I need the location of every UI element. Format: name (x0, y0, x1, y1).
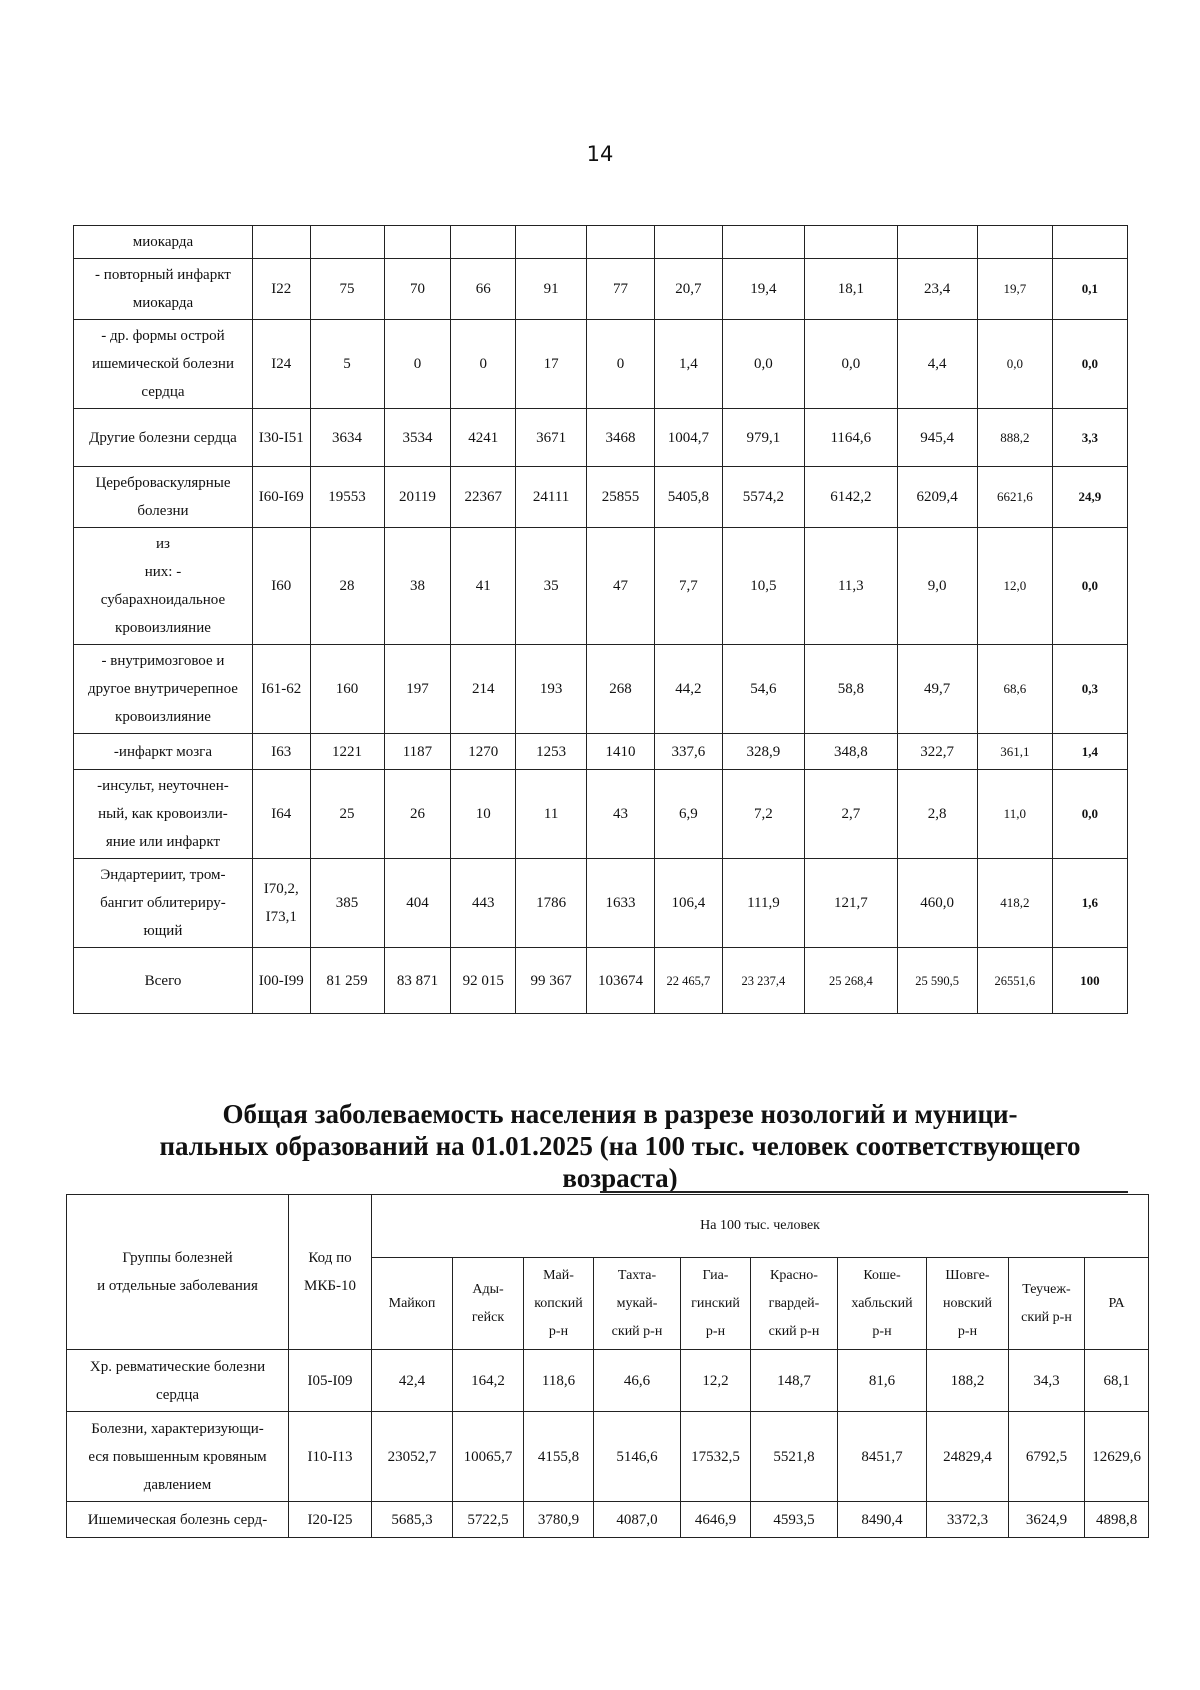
icd-code-cell (252, 226, 310, 259)
value-cell: 17 (516, 320, 587, 409)
value-cell: 121,7 (805, 859, 898, 948)
value-cell: 8451,7 (838, 1412, 927, 1502)
value-cell: 1633 (587, 859, 655, 948)
value-cell (384, 226, 451, 259)
value-cell: 337,6 (654, 734, 722, 770)
value-cell: 10,5 (722, 528, 804, 645)
value-cell: 12629,6 (1085, 1412, 1149, 1502)
icd-code-cell: I64 (252, 770, 310, 859)
cell-line: Теучеж- (1022, 1281, 1071, 1297)
district-header (372, 1258, 453, 1350)
cell-line: гейск (471, 1309, 505, 1325)
cell-line: Всего (144, 972, 182, 989)
value-cell: 348,8 (805, 734, 898, 770)
cell-line: Эндартериит, тром- (100, 867, 226, 883)
cell-line: ный, как кровоизли- (98, 806, 228, 822)
value-cell: 75 (310, 259, 384, 320)
value-cell: 6209,4 (897, 467, 977, 528)
cell-line: ющий (143, 923, 183, 939)
cell-line: - внутримозговое и (101, 653, 225, 669)
icd-code-cell: I70,2, I73,1 (252, 859, 310, 948)
district-header (927, 1258, 1009, 1350)
incidence-table-continued (73, 225, 1128, 1014)
value-cell: 18,1 (805, 259, 898, 320)
district-header (1009, 1258, 1085, 1350)
value-cell: 58,8 (805, 645, 898, 734)
value-cell: 103674 (587, 948, 655, 1014)
cell-line: субарахноидальное (100, 592, 226, 608)
value-cell: 188,2 (927, 1350, 1009, 1412)
value-cell: 19,4 (722, 259, 804, 320)
value-cell: 11,3 (805, 528, 898, 645)
cell-line: Тахта- (617, 1267, 657, 1283)
icd-code-cell: I20-I25 (289, 1502, 372, 1538)
cell-line: миокарда (132, 234, 194, 250)
header-groups-line: Группы болезней (122, 1250, 233, 1266)
value-cell: 24,9 (1052, 467, 1127, 528)
value-cell: 3468 (587, 409, 655, 467)
value-cell (897, 226, 977, 259)
value-cell (977, 226, 1052, 259)
table-row (74, 467, 1128, 528)
value-cell: 44,2 (654, 645, 722, 734)
value-cell: 0,0 (1052, 320, 1127, 409)
value-cell: 1,6 (1052, 859, 1127, 948)
value-cell: 26 (384, 770, 451, 859)
cell-line: миокарда (132, 295, 194, 311)
value-cell: 4593,5 (751, 1502, 838, 1538)
value-cell: 888,2 (977, 409, 1052, 467)
value-cell: 22367 (451, 467, 516, 528)
value-cell: 4,4 (897, 320, 977, 409)
value-cell (451, 226, 516, 259)
value-cell (587, 226, 655, 259)
table-row (67, 1350, 1149, 1412)
value-cell: 0,0 (1052, 770, 1127, 859)
cell-line: Другие болезни сердца (89, 429, 237, 446)
value-cell: 43 (587, 770, 655, 859)
value-cell: 0,1 (1052, 259, 1127, 320)
value-cell: 3,3 (1052, 409, 1127, 467)
value-cell: 945,4 (897, 409, 977, 467)
cell-line: сердца (155, 1386, 200, 1403)
value-cell: 1786 (516, 859, 587, 948)
cell-line: р-н (705, 1323, 726, 1339)
icd-code-cell: I10-I13 (289, 1412, 372, 1502)
value-cell: 68,6 (977, 645, 1052, 734)
value-cell: 1270 (451, 734, 516, 770)
cell-line: ский р-н (768, 1323, 820, 1339)
section-title-line: Общая заболеваемость населения в разрезе нозологий и муници- (222, 1099, 1018, 1129)
value-cell: 6,9 (654, 770, 722, 859)
cell-line: - повторный инфаркт (95, 267, 231, 283)
value-cell: 6792,5 (1009, 1412, 1085, 1502)
cell-line: кровоизлияние (115, 620, 211, 636)
value-cell: 22 465,7 (654, 948, 722, 1014)
cell-line: новский (942, 1295, 993, 1311)
value-cell: 17532,5 (681, 1412, 751, 1502)
value-cell: 1004,7 (654, 409, 722, 467)
value-cell: 3534 (384, 409, 451, 467)
table-row (74, 734, 1128, 770)
value-cell: 118,6 (524, 1350, 594, 1412)
section-title-line: возраста) (562, 1163, 678, 1193)
value-cell: 81 259 (310, 948, 384, 1014)
value-cell: 1410 (587, 734, 655, 770)
disease-name-cell (74, 770, 253, 859)
icd-code-cell: I24 (252, 320, 310, 409)
title-underline (600, 1191, 1128, 1193)
value-cell: 19,7 (977, 259, 1052, 320)
value-cell: 20,7 (654, 259, 722, 320)
table-row (74, 859, 1128, 948)
value-cell: 25 590,5 (897, 948, 977, 1014)
value-cell: 54,6 (722, 645, 804, 734)
cell-line: них: - (144, 564, 182, 580)
cell-line: Хр. ревматические болезни (89, 1358, 266, 1375)
value-cell: 3624,9 (1009, 1502, 1085, 1538)
value-cell: 5574,2 (722, 467, 804, 528)
disease-name-cell (67, 1350, 289, 1412)
value-cell: 70 (384, 259, 451, 320)
cell-line: болезни (137, 503, 189, 519)
cell-line: из (155, 536, 170, 552)
disease-name-cell (74, 859, 253, 948)
value-cell: 5 (310, 320, 384, 409)
value-cell: 322,7 (897, 734, 977, 770)
cell-line: Коше- (863, 1267, 901, 1283)
cell-line: бангит облитериру- (100, 895, 226, 911)
value-cell (722, 226, 804, 259)
value-cell: 443 (451, 859, 516, 948)
disease-name-cell (74, 259, 253, 320)
table-row (67, 1502, 1149, 1538)
header-groups-line: и отдельные заболевания (97, 1278, 258, 1294)
cell-line: гвардей- (768, 1295, 820, 1311)
value-cell (310, 226, 384, 259)
value-cell: 4155,8 (524, 1412, 594, 1502)
value-cell: 41 (451, 528, 516, 645)
table-row (74, 320, 1128, 409)
value-cell: 404 (384, 859, 451, 948)
value-cell: 3780,9 (524, 1502, 594, 1538)
disease-name-cell (74, 320, 253, 409)
value-cell: 0 (384, 320, 451, 409)
table-row (74, 226, 1128, 259)
disease-name-cell (74, 645, 253, 734)
table-header-row (67, 1195, 1149, 1258)
icd-code-cell: I22 (252, 259, 310, 320)
table-row (74, 948, 1128, 1014)
value-cell: 11,0 (977, 770, 1052, 859)
value-cell: 24111 (516, 467, 587, 528)
value-cell: 28 (310, 528, 384, 645)
section-title (120, 1098, 1120, 1194)
value-cell (654, 226, 722, 259)
cell-line: еся повышенным кровяным (88, 1448, 267, 1465)
value-cell: 35 (516, 528, 587, 645)
value-cell: 106,4 (654, 859, 722, 948)
value-cell: 1221 (310, 734, 384, 770)
cell-line: р-н (548, 1323, 569, 1339)
header-code-line: Код по (308, 1250, 352, 1266)
value-cell: 77 (587, 259, 655, 320)
district-header (594, 1258, 681, 1350)
value-cell: 1,4 (1052, 734, 1127, 770)
value-cell: 100 (1052, 948, 1127, 1014)
value-cell: 19553 (310, 467, 384, 528)
section-title-line: пальных образований на 01.01.2025 (на 100 тыс. человек соответствующего (159, 1131, 1081, 1161)
value-cell: 4898,8 (1085, 1502, 1149, 1538)
value-cell: 1,4 (654, 320, 722, 409)
value-cell: 99 367 (516, 948, 587, 1014)
value-cell: 3372,3 (927, 1502, 1009, 1538)
header-groups (67, 1195, 289, 1350)
icd-code-cell: I60 (252, 528, 310, 645)
value-cell: 9,0 (897, 528, 977, 645)
value-cell (805, 226, 898, 259)
value-cell: 68,1 (1085, 1350, 1149, 1412)
header-per-100k: На 100 тыс. человек (372, 1195, 1149, 1258)
cell-line: яние или инфаркт (105, 834, 221, 850)
value-cell: 5685,3 (372, 1502, 453, 1538)
cell-line: Ишемическая болезнь серд- (87, 1511, 268, 1528)
value-cell: 6142,2 (805, 467, 898, 528)
value-cell: 8490,4 (838, 1502, 927, 1538)
cell-line: р-н (872, 1323, 892, 1339)
value-cell: 47 (587, 528, 655, 645)
table-row (67, 1412, 1149, 1502)
cell-line: Гиа- (702, 1267, 729, 1283)
cell-line: ский р-н (1021, 1309, 1072, 1325)
value-cell: 7,2 (722, 770, 804, 859)
cell-line: Май- (543, 1267, 574, 1283)
value-cell: 214 (451, 645, 516, 734)
value-cell: 160 (310, 645, 384, 734)
value-cell: 6621,6 (977, 467, 1052, 528)
table-row (74, 259, 1128, 320)
value-cell: 12,0 (977, 528, 1052, 645)
cell-line: мукай- (616, 1295, 658, 1311)
disease-name-cell (74, 467, 253, 528)
value-cell: 92 015 (451, 948, 516, 1014)
value-cell: 0 (587, 320, 655, 409)
value-cell: 164,2 (453, 1350, 524, 1412)
value-cell: 10065,7 (453, 1412, 524, 1502)
value-cell: 111,9 (722, 859, 804, 948)
value-cell: 3671 (516, 409, 587, 467)
cell-line: ишемической болезни (91, 356, 234, 372)
cell-line: хабльский (851, 1295, 913, 1311)
table-row (74, 528, 1128, 645)
table-row (74, 409, 1128, 467)
value-cell: 25855 (587, 467, 655, 528)
district-header (751, 1258, 838, 1350)
cell-line: гинский (691, 1295, 740, 1311)
value-cell: 328,9 (722, 734, 804, 770)
header-code (289, 1195, 372, 1350)
value-cell: 460,0 (897, 859, 977, 948)
value-cell: 4087,0 (594, 1502, 681, 1538)
disease-name-cell (74, 226, 253, 259)
disease-name-cell (74, 734, 253, 770)
value-cell: 83 871 (384, 948, 451, 1014)
value-cell: 23,4 (897, 259, 977, 320)
cell-line: РА (1108, 1295, 1125, 1311)
value-cell: 361,1 (977, 734, 1052, 770)
value-cell: 0,0 (977, 320, 1052, 409)
value-cell: 42,4 (372, 1350, 453, 1412)
district-header (838, 1258, 927, 1350)
value-cell: 2,8 (897, 770, 977, 859)
value-cell: 385 (310, 859, 384, 948)
district-header (1085, 1258, 1149, 1350)
value-cell (1052, 226, 1127, 259)
value-cell: 268 (587, 645, 655, 734)
cell-line: Цереброваскулярные (95, 475, 231, 491)
icd-code-cell: I05-I09 (289, 1350, 372, 1412)
cell-line: Шовге- (945, 1267, 990, 1283)
icd-code-cell: I61-62 (252, 645, 310, 734)
value-cell: 66 (451, 259, 516, 320)
value-cell: 81,6 (838, 1350, 927, 1412)
value-cell: 0,0 (1052, 528, 1127, 645)
cell-line: Болезни, характеризующи- (91, 1420, 264, 1437)
value-cell: 0 (451, 320, 516, 409)
value-cell: 418,2 (977, 859, 1052, 948)
district-header (681, 1258, 751, 1350)
value-cell: 10 (451, 770, 516, 859)
value-cell: 148,7 (751, 1350, 838, 1412)
cell-line: сердца (141, 384, 185, 400)
cell-line: кровоизлияние (115, 709, 211, 725)
value-cell: 23052,7 (372, 1412, 453, 1502)
cell-line: другое внутричерепное (87, 681, 238, 697)
value-cell: 26551,6 (977, 948, 1052, 1014)
value-cell: 24829,4 (927, 1412, 1009, 1502)
value-cell: 49,7 (897, 645, 977, 734)
cell-line: р-н (957, 1323, 978, 1339)
value-cell: 979,1 (722, 409, 804, 467)
value-cell: 0,0 (722, 320, 804, 409)
value-cell: 7,7 (654, 528, 722, 645)
value-cell (516, 226, 587, 259)
value-cell: 1253 (516, 734, 587, 770)
value-cell: 46,6 (594, 1350, 681, 1412)
cell-line: давлением (143, 1476, 212, 1493)
cell-line: -инфаркт мозга (113, 743, 212, 760)
disease-name-cell (74, 409, 253, 467)
cell-line: Красно- (770, 1267, 818, 1283)
district-header (524, 1258, 594, 1350)
value-cell: 1187 (384, 734, 451, 770)
disease-name-cell (74, 948, 253, 1014)
value-cell: 193 (516, 645, 587, 734)
icd-code-cell: I60-I69 (252, 467, 310, 528)
value-cell: 5405,8 (654, 467, 722, 528)
table-row (74, 770, 1128, 859)
disease-name-cell (74, 528, 253, 645)
district-header (453, 1258, 524, 1350)
value-cell: 2,7 (805, 770, 898, 859)
value-cell: 25 268,4 (805, 948, 898, 1014)
value-cell: 3634 (310, 409, 384, 467)
value-cell: 23 237,4 (722, 948, 804, 1014)
value-cell: 91 (516, 259, 587, 320)
cell-line: копский (534, 1295, 583, 1311)
cell-line: - др. формы острой (101, 328, 225, 344)
value-cell: 5146,6 (594, 1412, 681, 1502)
value-cell: 5722,5 (453, 1502, 524, 1538)
table-row (74, 645, 1128, 734)
icd-code-cell: I30-I51 (252, 409, 310, 467)
cell-line: Майкоп (388, 1295, 436, 1311)
disease-name-cell (67, 1412, 289, 1502)
value-cell: 4646,9 (681, 1502, 751, 1538)
cell-line: Ады- (472, 1281, 504, 1297)
icd-code-cell: I63 (252, 734, 310, 770)
value-cell: 34,3 (1009, 1350, 1085, 1412)
value-cell: 0,3 (1052, 645, 1127, 734)
value-cell: 38 (384, 528, 451, 645)
disease-name-cell (67, 1502, 289, 1538)
incidence-by-municipality-table (66, 1194, 1149, 1538)
value-cell: 1164,6 (805, 409, 898, 467)
header-code-line: МКБ-10 (304, 1278, 356, 1294)
value-cell: 197 (384, 645, 451, 734)
value-cell: 25 (310, 770, 384, 859)
value-cell: 20119 (384, 467, 451, 528)
icd-code-cell: I00-I99 (252, 948, 310, 1014)
value-cell: 0,0 (805, 320, 898, 409)
value-cell: 11 (516, 770, 587, 859)
page-number: 14 (586, 142, 614, 166)
value-cell: 12,2 (681, 1350, 751, 1412)
value-cell: 5521,8 (751, 1412, 838, 1502)
cell-line: ский р-н (611, 1323, 663, 1339)
value-cell: 4241 (451, 409, 516, 467)
cell-line: -инсульт, неуточнен- (97, 778, 229, 794)
